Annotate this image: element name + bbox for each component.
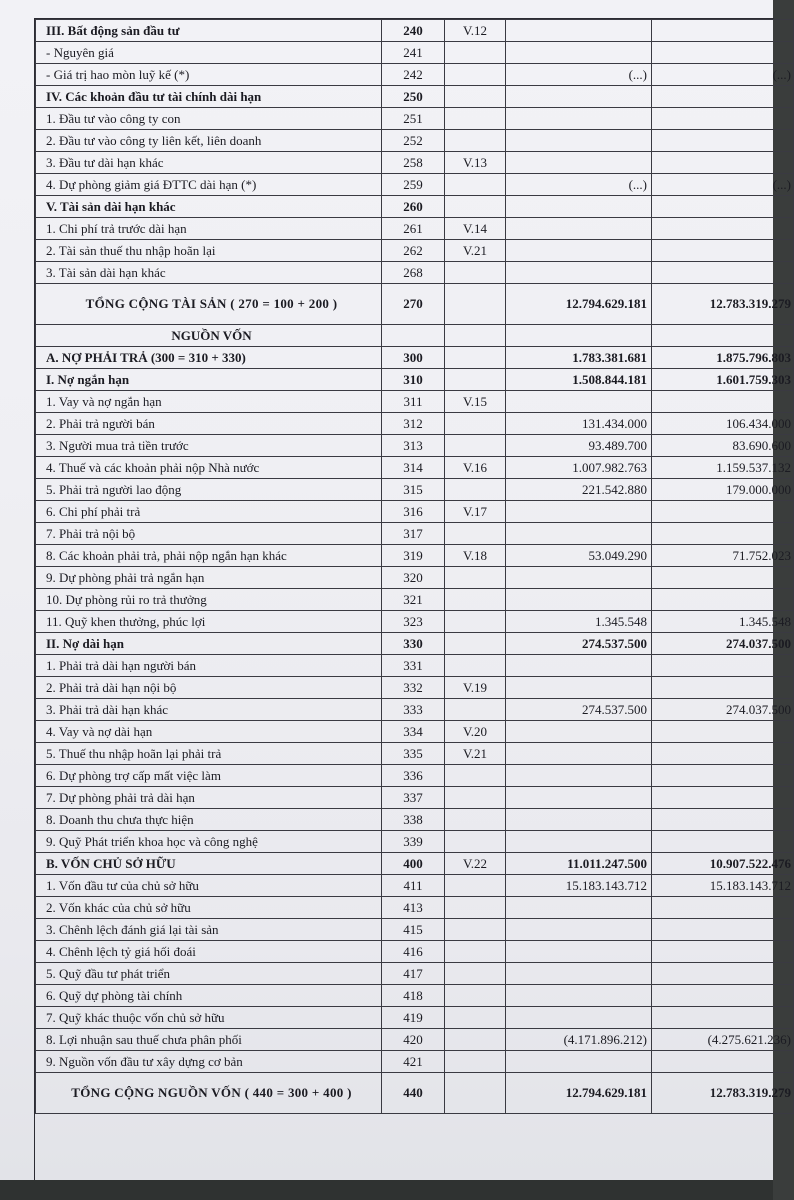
item-name-cell: I. Nợ ngắn hạn: [36, 369, 382, 391]
note-ref-cell: [445, 479, 506, 501]
item-name-cell: 3. Đầu tư dài hạn khác: [36, 152, 382, 174]
current-amount-cell: 221.542.880: [506, 479, 652, 501]
table-row: [36, 611, 794, 633]
item-code-cell: 332: [382, 677, 445, 699]
beginning-amount-cell: 106.434.000: [652, 413, 794, 435]
current-amount-cell: [506, 130, 652, 152]
beginning-amount-cell: 10.907.522.476: [652, 853, 794, 875]
beginning-amount-cell: [652, 897, 794, 919]
current-amount-cell: [506, 86, 652, 108]
note-ref-cell: [445, 86, 506, 108]
note-ref-cell: [445, 765, 506, 787]
table-row: [36, 262, 794, 284]
current-amount-cell: [506, 655, 652, 677]
note-ref-cell: [445, 1007, 506, 1029]
item-name-cell: 7. Dự phòng phải trả dài hạn: [36, 787, 382, 809]
note-ref-cell: [445, 787, 506, 809]
beginning-amount-cell: (...): [652, 174, 794, 196]
table-row: [36, 174, 794, 196]
item-name-cell: 2. Phải trả dài hạn nội bộ: [36, 677, 382, 699]
beginning-amount-cell: [652, 567, 794, 589]
note-ref-cell: V.21: [445, 743, 506, 765]
item-code-cell: 420: [382, 1029, 445, 1051]
item-code-cell: 300: [382, 347, 445, 369]
beginning-amount-cell: [652, 765, 794, 787]
note-ref-cell: [445, 633, 506, 655]
current-amount-cell: [506, 42, 652, 64]
beginning-amount-cell: [652, 20, 794, 42]
item-name-cell: II. Nợ dài hạn: [36, 633, 382, 655]
current-amount-cell: 1.007.982.763: [506, 457, 652, 479]
current-amount-cell: [506, 391, 652, 413]
current-amount-cell: (...): [506, 64, 652, 86]
note-ref-cell: [445, 262, 506, 284]
table-row: [36, 391, 794, 413]
current-amount-cell: [506, 1051, 652, 1073]
item-code-cell: 335: [382, 743, 445, 765]
table-row: [36, 42, 794, 64]
note-ref-cell: [445, 567, 506, 589]
item-code-cell: 314: [382, 457, 445, 479]
note-ref-cell: [445, 108, 506, 130]
item-name-cell: 9. Dự phòng phải trả ngắn hạn: [36, 567, 382, 589]
beginning-amount-cell: [652, 152, 794, 174]
table-row: [36, 479, 794, 501]
table-row: [36, 897, 794, 919]
table-row: [36, 413, 794, 435]
item-name-cell: 3. Tài sản dài hạn khác: [36, 262, 382, 284]
current-amount-cell: [506, 589, 652, 611]
beginning-amount-cell: [652, 1051, 794, 1073]
item-name-cell: 1. Vay và nợ ngắn hạn: [36, 391, 382, 413]
item-code-cell: 268: [382, 262, 445, 284]
table-row: [36, 875, 794, 897]
current-amount-cell: 1.508.844.181: [506, 369, 652, 391]
note-ref-cell: [445, 369, 506, 391]
note-ref-cell: [445, 435, 506, 457]
table-row: [36, 963, 794, 985]
current-amount-cell: [506, 677, 652, 699]
note-ref-cell: [445, 42, 506, 64]
table-row: [36, 523, 794, 545]
beginning-amount-cell: [652, 589, 794, 611]
item-code-cell: 411: [382, 875, 445, 897]
table-row: [36, 86, 794, 108]
beginning-amount-cell: [652, 985, 794, 1007]
note-ref-cell: V.20: [445, 721, 506, 743]
beginning-amount-cell: [652, 809, 794, 831]
note-ref-cell: [445, 1029, 506, 1051]
item-name-cell: 6. Chi phí phải trả: [36, 501, 382, 523]
table-row: [36, 20, 794, 42]
beginning-amount-cell: [652, 831, 794, 853]
item-code-cell: 421: [382, 1051, 445, 1073]
current-amount-cell: [506, 721, 652, 743]
total-row: [36, 1073, 794, 1114]
item-name-cell: 7. Phải trả nội bộ: [36, 523, 382, 545]
item-code-cell: 312: [382, 413, 445, 435]
table-row: [36, 655, 794, 677]
note-ref-cell: V.15: [445, 391, 506, 413]
item-code-cell: 440: [382, 1073, 445, 1114]
balance-sheet-rows: [36, 20, 794, 1114]
item-code-cell: 323: [382, 611, 445, 633]
item-code-cell: 339: [382, 831, 445, 853]
item-name-cell: 4. Vay và nợ dài hạn: [36, 721, 382, 743]
current-amount-cell: [506, 787, 652, 809]
item-code-cell: 242: [382, 64, 445, 86]
note-ref-cell: [445, 413, 506, 435]
beginning-amount-cell: [652, 941, 794, 963]
beginning-amount-cell: 83.690.600: [652, 435, 794, 457]
item-name-cell: 9. Nguồn vốn đầu tư xây dựng cơ bản: [36, 1051, 382, 1073]
item-code-cell: 259: [382, 174, 445, 196]
item-code-cell: 336: [382, 765, 445, 787]
current-amount-cell: 53.049.290: [506, 545, 652, 567]
beginning-amount-cell: (...): [652, 64, 794, 86]
item-code-cell: 258: [382, 152, 445, 174]
item-name-cell: TỔNG CỘNG NGUỒN VỐN ( 440 = 300 + 400 ): [36, 1073, 382, 1114]
beginning-amount-cell: [652, 196, 794, 218]
note-ref-cell: [445, 985, 506, 1007]
note-ref-cell: V.22: [445, 853, 506, 875]
current-amount-cell: 131.434.000: [506, 413, 652, 435]
item-code-cell: 337: [382, 787, 445, 809]
item-code-cell: 333: [382, 699, 445, 721]
current-amount-cell: (...): [506, 174, 652, 196]
table-row: [36, 589, 794, 611]
item-name-cell: V. Tài sản dài hạn khác: [36, 196, 382, 218]
note-ref-cell: [445, 1051, 506, 1073]
item-name-cell: 4. Thuế và các khoản phải nộp Nhà nước: [36, 457, 382, 479]
item-code-cell: 251: [382, 108, 445, 130]
item-name-cell: 4. Dự phòng giảm giá ĐTTC dài hạn (*): [36, 174, 382, 196]
note-ref-cell: V.12: [445, 20, 506, 42]
table-row: [36, 831, 794, 853]
beginning-amount-cell: [652, 501, 794, 523]
item-code-cell: 316: [382, 501, 445, 523]
current-amount-cell: 274.537.500: [506, 633, 652, 655]
item-code-cell: 311: [382, 391, 445, 413]
item-name-cell: - Nguyên giá: [36, 42, 382, 64]
table-row: [36, 1029, 794, 1051]
current-amount-cell: [506, 941, 652, 963]
table-row: [36, 369, 794, 391]
note-ref-cell: [445, 875, 506, 897]
note-ref-cell: [445, 655, 506, 677]
note-ref-cell: [445, 699, 506, 721]
keyboard-edge: [0, 1180, 773, 1200]
item-code-cell: 315: [382, 479, 445, 501]
item-code-cell: 313: [382, 435, 445, 457]
table-row: [36, 501, 794, 523]
current-amount-cell: [506, 897, 652, 919]
item-name-cell: 2. Tài sản thuế thu nhập hoãn lại: [36, 240, 382, 262]
table-row: [36, 853, 794, 875]
item-name-cell: 3. Phải trả dài hạn khác: [36, 699, 382, 721]
current-amount-cell: [506, 985, 652, 1007]
item-code-cell: 320: [382, 567, 445, 589]
item-name-cell: 9. Quỹ Phát triển khoa học và công nghệ: [36, 831, 382, 853]
current-amount-cell: [506, 809, 652, 831]
beginning-amount-cell: [652, 325, 794, 347]
current-amount-cell: [506, 196, 652, 218]
item-name-cell: 2. Vốn khác của chủ sở hữu: [36, 897, 382, 919]
beginning-amount-cell: [652, 963, 794, 985]
note-ref-cell: V.17: [445, 501, 506, 523]
beginning-amount-cell: [652, 1007, 794, 1029]
item-name-cell: 2. Phải trả người bán: [36, 413, 382, 435]
current-amount-cell: [506, 765, 652, 787]
table-row: [36, 677, 794, 699]
item-code-cell: 413: [382, 897, 445, 919]
table-row: [36, 699, 794, 721]
current-amount-cell: [506, 523, 652, 545]
item-name-cell: 1. Vốn đầu tư của chủ sở hữu: [36, 875, 382, 897]
item-name-cell: 1. Phải trả dài hạn người bán: [36, 655, 382, 677]
table-row: [36, 809, 794, 831]
beginning-amount-cell: [652, 218, 794, 240]
note-ref-cell: [445, 523, 506, 545]
item-code-cell: 261: [382, 218, 445, 240]
beginning-amount-cell: [652, 130, 794, 152]
table-row: [36, 1007, 794, 1029]
beginning-amount-cell: [652, 391, 794, 413]
beginning-amount-cell: 1.601.759.303: [652, 369, 794, 391]
current-amount-cell: [506, 919, 652, 941]
beginning-amount-cell: 179.000.000: [652, 479, 794, 501]
item-code-cell: 270: [382, 284, 445, 325]
note-ref-cell: V.19: [445, 677, 506, 699]
item-code-cell: 310: [382, 369, 445, 391]
item-code-cell: 418: [382, 985, 445, 1007]
note-ref-cell: V.18: [445, 545, 506, 567]
beginning-amount-cell: 1.875.796.803: [652, 347, 794, 369]
note-ref-cell: [445, 809, 506, 831]
table-row: [36, 218, 794, 240]
balance-sheet-page: [34, 18, 791, 1183]
table-row: [36, 721, 794, 743]
item-code-cell: 260: [382, 196, 445, 218]
note-ref-cell: V.16: [445, 457, 506, 479]
table-row: [36, 130, 794, 152]
item-code-cell: 240: [382, 20, 445, 42]
beginning-amount-cell: [652, 655, 794, 677]
item-name-cell: 8. Các khoản phải trả, phải nộp ngắn hạn khác: [36, 545, 382, 567]
note-ref-cell: [445, 64, 506, 86]
current-amount-cell: [506, 743, 652, 765]
item-code-cell: 416: [382, 941, 445, 963]
table-row: [36, 633, 794, 655]
beginning-amount-cell: [652, 721, 794, 743]
item-code-cell: 250: [382, 86, 445, 108]
note-ref-cell: [445, 919, 506, 941]
beginning-amount-cell: [652, 677, 794, 699]
note-ref-cell: [445, 284, 506, 325]
table-row: [36, 152, 794, 174]
current-amount-cell: [506, 325, 652, 347]
table-row: [36, 545, 794, 567]
item-name-cell: 5. Thuế thu nhập hoãn lại phải trả: [36, 743, 382, 765]
current-amount-cell: 93.489.700: [506, 435, 652, 457]
item-name-cell: 5. Phải trả người lao động: [36, 479, 382, 501]
item-code-cell: 321: [382, 589, 445, 611]
note-ref-cell: V.14: [445, 218, 506, 240]
current-amount-cell: 12.794.629.181: [506, 284, 652, 325]
current-amount-cell: 15.183.143.712: [506, 875, 652, 897]
item-name-cell: - Giá trị hao mòn luỹ kế (*): [36, 64, 382, 86]
note-ref-cell: [445, 963, 506, 985]
item-code-cell: 400: [382, 853, 445, 875]
balance-sheet-table: [35, 19, 794, 1114]
current-amount-cell: [506, 963, 652, 985]
item-code-cell: 331: [382, 655, 445, 677]
note-ref-cell: [445, 325, 506, 347]
item-name-cell: 7. Quỹ khác thuộc vốn chủ sở hữu: [36, 1007, 382, 1029]
current-amount-cell: [506, 1007, 652, 1029]
item-name-cell: 3. Người mua trả tiền trước: [36, 435, 382, 457]
table-row: [36, 567, 794, 589]
item-name-cell: 4. Chênh lệch tỷ giá hối đoái: [36, 941, 382, 963]
current-amount-cell: (4.171.896.212): [506, 1029, 652, 1051]
total-row: [36, 284, 794, 325]
beginning-amount-cell: [652, 787, 794, 809]
beginning-amount-cell: 15.183.143.712: [652, 875, 794, 897]
item-code-cell: 317: [382, 523, 445, 545]
table-row: [36, 941, 794, 963]
beginning-amount-cell: [652, 108, 794, 130]
item-name-cell: A. NỢ PHẢI TRẢ (300 = 310 + 330): [36, 347, 382, 369]
beginning-amount-cell: 1.345.548: [652, 611, 794, 633]
current-amount-cell: 1.345.548: [506, 611, 652, 633]
item-code-cell: 419: [382, 1007, 445, 1029]
current-amount-cell: 274.537.500: [506, 699, 652, 721]
beginning-amount-cell: [652, 919, 794, 941]
item-code-cell: 338: [382, 809, 445, 831]
item-code-cell: 319: [382, 545, 445, 567]
table-row: [36, 435, 794, 457]
table-row: [36, 787, 794, 809]
beginning-amount-cell: 71.752.023: [652, 545, 794, 567]
table-row: [36, 743, 794, 765]
item-name-cell: TỔNG CỘNG TÀI SẢN ( 270 = 100 + 200 ): [36, 284, 382, 325]
beginning-amount-cell: 12.783.319.279: [652, 1073, 794, 1114]
item-name-cell: NGUỒN VỐN: [36, 325, 382, 347]
note-ref-cell: [445, 941, 506, 963]
item-name-cell: 1. Chi phí trả trước dài hạn: [36, 218, 382, 240]
item-code-cell: 415: [382, 919, 445, 941]
current-amount-cell: [506, 108, 652, 130]
item-name-cell: 1. Đầu tư vào công ty con: [36, 108, 382, 130]
item-name-cell: 6. Quỹ dự phòng tài chính: [36, 985, 382, 1007]
item-code-cell: 417: [382, 963, 445, 985]
note-ref-cell: [445, 347, 506, 369]
note-ref-cell: [445, 1073, 506, 1114]
note-ref-cell: [445, 589, 506, 611]
item-name-cell: 6. Dự phòng trợ cấp mất việc làm: [36, 765, 382, 787]
table-row: [36, 985, 794, 1007]
item-code-cell: 241: [382, 42, 445, 64]
beginning-amount-cell: 1.159.537.132: [652, 457, 794, 479]
table-row: [36, 240, 794, 262]
item-name-cell: IV. Các khoản đầu tư tài chính dài hạn: [36, 86, 382, 108]
item-name-cell: 2. Đầu tư vào công ty liên kết, liên doanh: [36, 130, 382, 152]
item-code-cell: [382, 325, 445, 347]
table-row: [36, 347, 794, 369]
item-name-cell: 11. Quỹ khen thưởng, phúc lợi: [36, 611, 382, 633]
note-ref-cell: [445, 831, 506, 853]
table-row: [36, 1051, 794, 1073]
current-amount-cell: 11.011.247.500: [506, 853, 652, 875]
item-code-cell: 330: [382, 633, 445, 655]
table-row: [36, 64, 794, 86]
section-heading-row: [36, 325, 794, 347]
item-code-cell: 252: [382, 130, 445, 152]
item-name-cell: 5. Quỹ đầu tư phát triển: [36, 963, 382, 985]
item-name-cell: B. VỐN CHỦ SỞ HỮU: [36, 853, 382, 875]
current-amount-cell: [506, 567, 652, 589]
beginning-amount-cell: [652, 42, 794, 64]
current-amount-cell: [506, 218, 652, 240]
note-ref-cell: [445, 174, 506, 196]
current-amount-cell: [506, 240, 652, 262]
table-row: [36, 108, 794, 130]
current-amount-cell: [506, 831, 652, 853]
current-amount-cell: 12.794.629.181: [506, 1073, 652, 1114]
beginning-amount-cell: [652, 523, 794, 545]
item-code-cell: 262: [382, 240, 445, 262]
beginning-amount-cell: [652, 86, 794, 108]
beginning-amount-cell: 274.037.500: [652, 633, 794, 655]
item-code-cell: 334: [382, 721, 445, 743]
current-amount-cell: [506, 501, 652, 523]
beginning-amount-cell: [652, 240, 794, 262]
beginning-amount-cell: [652, 262, 794, 284]
beginning-amount-cell: 12.783.319.279: [652, 284, 794, 325]
note-ref-cell: [445, 897, 506, 919]
table-row: [36, 765, 794, 787]
item-name-cell: 8. Doanh thu chưa thực hiện: [36, 809, 382, 831]
beginning-amount-cell: [652, 743, 794, 765]
table-row: [36, 457, 794, 479]
item-name-cell: 10. Dự phòng rủi ro trả thưởng: [36, 589, 382, 611]
note-ref-cell: [445, 130, 506, 152]
current-amount-cell: 1.783.381.681: [506, 347, 652, 369]
current-amount-cell: [506, 152, 652, 174]
note-ref-cell: [445, 196, 506, 218]
table-row: [36, 919, 794, 941]
note-ref-cell: V.13: [445, 152, 506, 174]
current-amount-cell: [506, 262, 652, 284]
beginning-amount-cell: (4.275.621.236): [652, 1029, 794, 1051]
item-name-cell: III. Bất động sản đầu tư: [36, 20, 382, 42]
current-amount-cell: [506, 20, 652, 42]
item-name-cell: 3. Chênh lệch đánh giá lại tài sản: [36, 919, 382, 941]
beginning-amount-cell: 274.037.500: [652, 699, 794, 721]
table-row: [36, 196, 794, 218]
note-ref-cell: V.21: [445, 240, 506, 262]
item-name-cell: 8. Lợi nhuận sau thuế chưa phân phối: [36, 1029, 382, 1051]
note-ref-cell: [445, 611, 506, 633]
